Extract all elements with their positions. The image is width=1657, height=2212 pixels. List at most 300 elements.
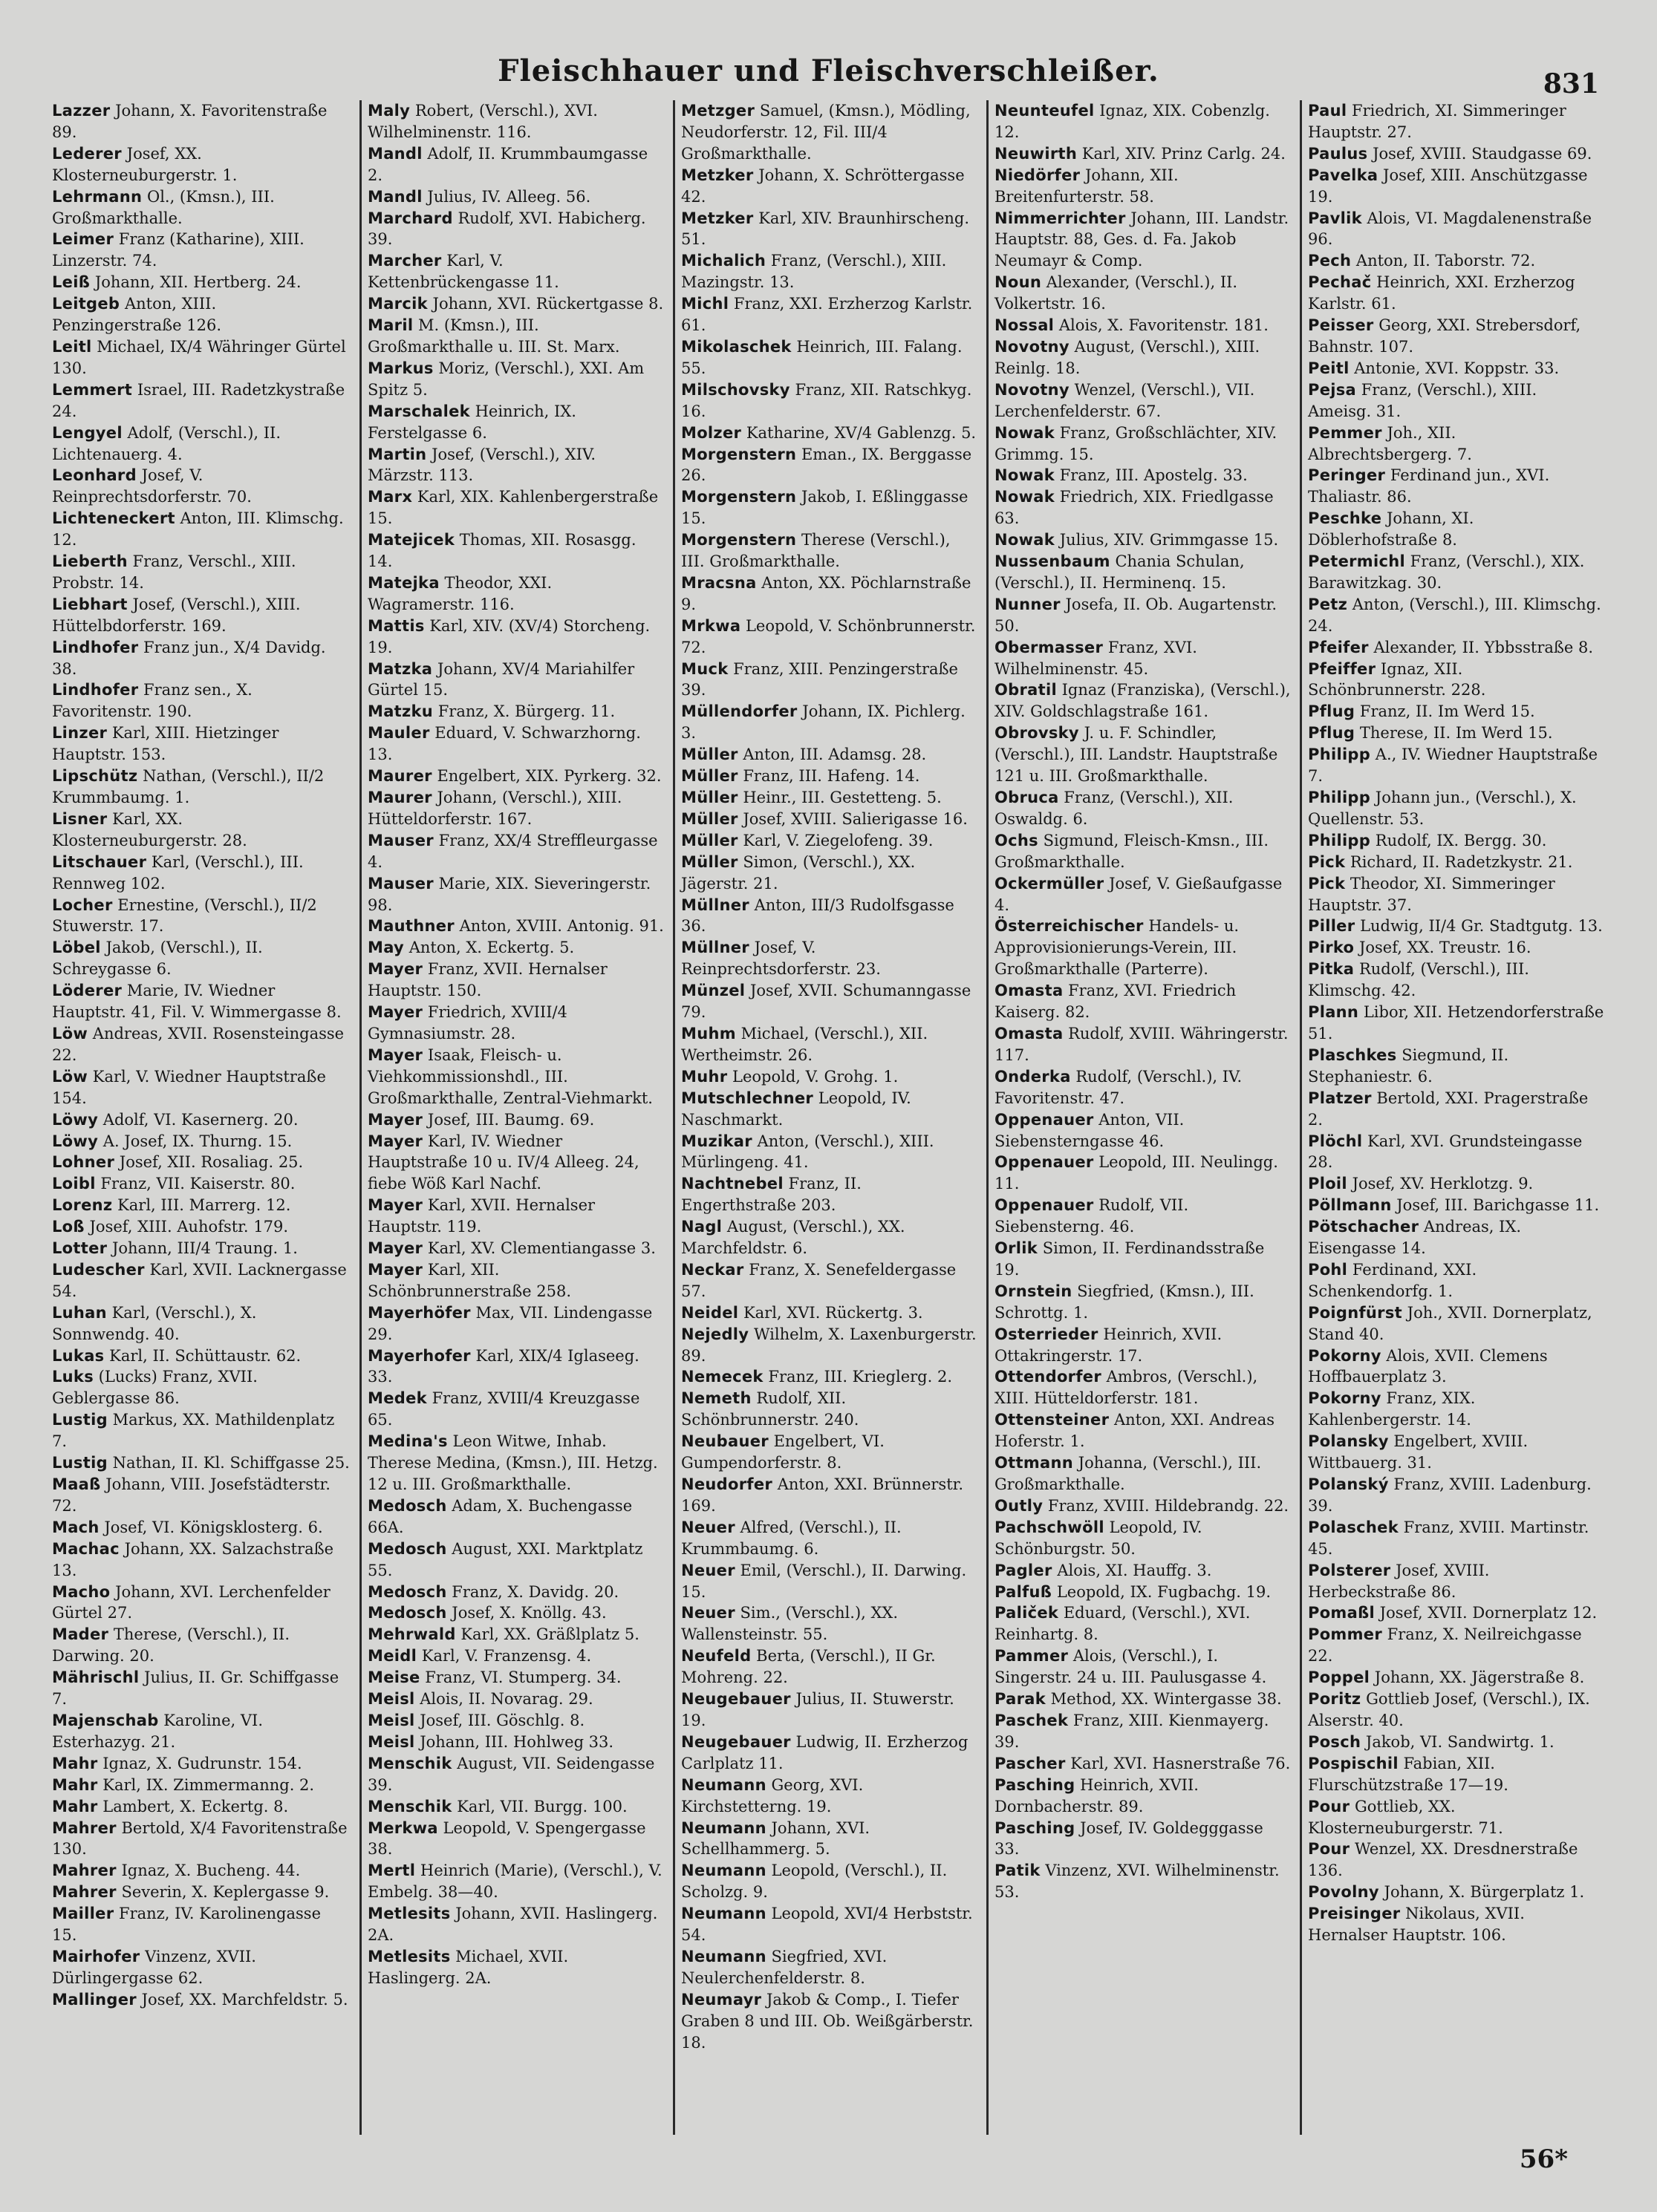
entry-details: Katharine, XV/4 Gablenzg. 5. xyxy=(741,423,977,442)
entry-surname: Liebhart xyxy=(52,595,128,613)
entry-surname: Mertl xyxy=(368,1862,416,1880)
entry-details: Karl, XIX/4 Iglaseeg. 33. xyxy=(368,1346,639,1386)
directory-entry xyxy=(681,852,977,895)
directory-entry xyxy=(368,830,664,873)
entry-details: Johann, III/4 Traung. 1. xyxy=(107,1239,298,1258)
directory-entry xyxy=(994,208,1291,273)
entry-surname: Machac xyxy=(52,1539,120,1558)
entry-surname: Loibl xyxy=(52,1175,96,1193)
entry-surname: Mahr xyxy=(52,1754,98,1772)
directory-entry xyxy=(681,1302,977,1324)
entry-surname: Lehrmann xyxy=(52,187,143,206)
entry-surname: Neudorfer xyxy=(681,1475,773,1493)
entry-details: Andreas, IX. Eisengasse 14. xyxy=(1308,1218,1522,1258)
entry-details: Karl, II. Schüttaustr. 62. xyxy=(104,1346,302,1365)
directory-entry xyxy=(368,1667,664,1689)
entry-details: Franz, (Verschl.), XIII. Mazingstr. 13. xyxy=(681,252,947,292)
directory-entry xyxy=(1308,1431,1604,1474)
entry-surname: Marcik xyxy=(368,295,428,313)
entry-surname: Metlesits xyxy=(368,1947,451,1965)
entry-surname: Philipp xyxy=(1308,746,1371,764)
entry-surname: Matzka xyxy=(368,659,433,678)
entry-surname: Meidl xyxy=(368,1647,417,1665)
entry-details: Michael, IX/4 Währinger Gürtel 130. xyxy=(52,337,346,377)
entry-surname: Leitgeb xyxy=(52,295,120,313)
entry-surname: Mayer xyxy=(368,1196,423,1215)
entry-details: Alfred, (Verschl.), II. Krummbaumg. 6. xyxy=(681,1518,902,1558)
directory-entry xyxy=(368,1495,664,1539)
directory-entry xyxy=(52,1860,351,1882)
entry-surname: Nowak xyxy=(994,488,1055,506)
directory-entry xyxy=(994,315,1291,336)
directory-entry xyxy=(1308,1796,1604,1839)
directory-entry xyxy=(994,1152,1291,1195)
entry-details: Josef, XX. Marchfeldstr. 5. xyxy=(136,1990,348,2009)
entry-surname: Pomaßl xyxy=(1308,1604,1375,1622)
entry-details: Josef, XVII. Schumanngasse 79. xyxy=(681,982,971,1022)
directory-entry xyxy=(681,165,977,208)
entry-surname: Mutschlechner xyxy=(681,1089,814,1107)
entry-surname: Marchard xyxy=(368,209,453,227)
entry-surname: Meise xyxy=(368,1668,420,1687)
entry-surname: Mauthner xyxy=(368,917,455,936)
entry-surname: Merkwa xyxy=(368,1818,438,1837)
entry-surname: Leimer xyxy=(52,230,114,249)
directory-entry xyxy=(1308,1259,1604,1302)
entry-surname: Pasching xyxy=(994,1775,1075,1794)
entry-surname: Parak xyxy=(994,1690,1046,1709)
directory-entry xyxy=(52,1216,351,1238)
entry-surname: Neunteufel xyxy=(994,102,1095,120)
entry-details: August, VII. Seidengasse 39. xyxy=(368,1754,655,1794)
directory-entry xyxy=(52,1131,351,1152)
entry-details: Karl, IV. Wiedner Hauptstraße 10 u. IV/4 Alleeg. 24, fiebe Wöß Karl Nachf. xyxy=(368,1132,639,1193)
entry-surname: Matejicek xyxy=(368,531,455,549)
entry-details: Heinrich, XXI. Erzherzog Karlstr. 61. xyxy=(1308,273,1575,313)
column-1 xyxy=(46,100,359,2135)
entry-surname: Philipp xyxy=(1308,831,1371,849)
entry-surname: Neumann xyxy=(681,1862,766,1880)
directory-entry xyxy=(1308,916,1604,937)
entry-details: Eduard, V. Schwarzhorng. 13. xyxy=(368,724,641,764)
entry-details: Anton, X. Eckertg. 5. xyxy=(404,939,575,957)
directory-entry xyxy=(681,1066,977,1088)
directory-entry xyxy=(52,1302,351,1345)
entry-surname: Marx xyxy=(368,488,413,506)
entry-surname: Maril xyxy=(368,316,414,335)
entry-surname: Neumann xyxy=(681,1947,766,1965)
entry-surname: Matzku xyxy=(368,702,434,721)
entry-details: Franz, XVIII. Hildebrandg. 22. xyxy=(1043,1496,1289,1515)
directory-entry xyxy=(681,809,977,830)
entry-details: Franz, XII. Ratschkyg. 16. xyxy=(681,380,972,420)
directory-entry xyxy=(52,1238,351,1259)
entry-surname: Pavelka xyxy=(1308,166,1378,184)
directory-entry xyxy=(368,1109,664,1131)
entry-details: Karl, (Verschl.), III. Rennweg 102. xyxy=(52,852,304,893)
entry-details: Karl, XVI. Hasnerstraße 76. xyxy=(1065,1754,1291,1772)
entry-details: Ignaz (Franziska), (Verschl.), XIV. Goldschlagstraße 161. xyxy=(994,681,1291,721)
entry-surname: Martin xyxy=(368,445,427,463)
entry-surname: Mallinger xyxy=(52,1990,137,2009)
directory-entry xyxy=(52,1452,351,1474)
directory-entry xyxy=(994,551,1291,594)
entry-details: Leopold, XVI/4 Herbststr. 54. xyxy=(681,1905,973,1945)
entry-details: Johann, III. Hohlweg 33. xyxy=(414,1732,614,1751)
entry-details: Leopold, V. Schönbrunnerstr. 72. xyxy=(681,616,976,656)
directory-entry xyxy=(52,1882,351,1903)
directory-entry xyxy=(681,1131,977,1174)
directory-entry xyxy=(52,766,351,809)
entry-details: Georg, XXI. Strebersdorf, Bahnstr. 107. xyxy=(1308,316,1581,356)
entry-details: Johann, XII. Breitenfurterstr. 58. xyxy=(994,166,1179,206)
entry-details: Georg, XVI. Kirchstetterng. 19. xyxy=(681,1775,864,1815)
entry-details: Karl, XX. Gräßlplatz 5. xyxy=(455,1625,639,1644)
directory-entry xyxy=(1308,1002,1604,1045)
directory-entry xyxy=(368,1539,664,1582)
directory-entry xyxy=(1308,315,1604,358)
directory-entry xyxy=(368,529,664,572)
entry-surname: Pohl xyxy=(1308,1260,1348,1279)
entry-surname: Preisinger xyxy=(1308,1905,1401,1923)
entry-surname: Menschik xyxy=(368,1754,452,1772)
entry-details: Franz, XVI. Friedrich Kaiserg. 82. xyxy=(994,982,1237,1022)
entry-surname: Pflug xyxy=(1308,724,1355,743)
directory-entry xyxy=(1308,250,1604,272)
directory-entry xyxy=(1308,1173,1604,1195)
entry-surname: Mahr xyxy=(52,1797,98,1815)
entry-surname: Obratil xyxy=(994,681,1057,699)
directory-entry xyxy=(52,1753,351,1775)
entry-details: Josef, XX. Treustr. 16. xyxy=(1354,939,1531,957)
directory-entry xyxy=(52,1023,351,1066)
entry-surname: Michl xyxy=(681,295,729,313)
entry-details: Josef, X. Knöllg. 43. xyxy=(446,1604,607,1622)
entry-details: Sigmund, Fleisch-Kmsn., III. Großmarkthalle. xyxy=(994,831,1269,871)
directory-entry xyxy=(994,873,1291,916)
entry-details: Adolf, (Verschl.), II. Lichtenauerg. 4. xyxy=(52,423,281,463)
entry-surname: Metzger xyxy=(681,102,755,120)
entry-surname: Marcher xyxy=(368,252,442,270)
directory-entry xyxy=(1308,1088,1604,1131)
directory-entry xyxy=(52,809,351,852)
entry-surname: Menschik xyxy=(368,1797,452,1815)
entry-details: Franz, XVIII. Ladenburg. 39. xyxy=(1308,1475,1592,1515)
directory-entry xyxy=(681,486,977,529)
entry-details: Franz, (Verschl.), XIX. Barawitzkag. 30. xyxy=(1308,552,1585,592)
entry-surname: Omasta xyxy=(994,982,1064,1000)
directory-entry xyxy=(994,1753,1291,1775)
directory-entry xyxy=(681,1216,977,1259)
entry-details: Franz, VII. Kaiserstr. 80. xyxy=(95,1175,296,1193)
entry-details: Rudolf, (Verschl.), IV. Favoritenstr. 47. xyxy=(994,1067,1243,1107)
directory-entry xyxy=(1308,787,1604,830)
directory-entry xyxy=(52,852,351,895)
entry-details: Friedrich, XVIII/4 Gymnasiumstr. 28. xyxy=(368,1003,567,1043)
directory-entry xyxy=(994,916,1291,980)
entry-details: Anton, III/3 Rudolfsgasse 36. xyxy=(681,895,954,936)
entry-surname: Peschke xyxy=(1308,509,1382,528)
directory-entry xyxy=(52,679,351,722)
directory-entry xyxy=(368,358,664,401)
entry-surname: Lukas xyxy=(52,1346,105,1365)
directory-entry xyxy=(52,143,351,186)
entry-details: Libor, XII. Hetzendorferstraße 51. xyxy=(1308,1003,1604,1043)
entry-details: A. Josef, IX. Thurng. 15. xyxy=(98,1132,293,1150)
entry-surname: Mracsna xyxy=(681,573,757,592)
entry-details: Karl, XIV. (XV/4) Storcheng. 19. xyxy=(368,616,651,656)
directory-entry xyxy=(681,1517,977,1560)
signature-mark: 56* xyxy=(1519,2144,1568,2174)
entry-details: Franz, Großschlächter, XIV. Grimmg. 15. xyxy=(994,423,1277,463)
entry-details: Rudolf, IX. Bergg. 30. xyxy=(1370,831,1547,849)
entry-surname: Niedörfer xyxy=(994,166,1081,184)
entry-surname: Lohner xyxy=(52,1153,115,1172)
entry-surname: Neuwirth xyxy=(994,144,1078,163)
entry-details: Johann, IX. Pichlerg. 3. xyxy=(681,702,966,743)
entry-surname: Mairhofer xyxy=(52,1947,140,1965)
entry-details: Karl, XX. Klosterneuburgerstr. 28. xyxy=(52,809,247,849)
directory-entry xyxy=(368,1946,664,1989)
directory-entry xyxy=(681,1946,977,1989)
directory-entry xyxy=(52,937,351,980)
entry-details: Franz, XVI. Wilhelminenstr. 45. xyxy=(994,638,1197,678)
entry-details: Alois, XVII. Clemens Hoffbauerplatz 3. xyxy=(1308,1346,1548,1386)
entry-surname: Nejedly xyxy=(681,1325,749,1343)
entry-details: Karl, XVII. Hernalser Hauptstr. 119. xyxy=(368,1196,596,1236)
directory-entry xyxy=(681,379,977,423)
directory-entry xyxy=(1308,1753,1604,1796)
entry-details: Bertold, XXI. Pragerstraße 2. xyxy=(1308,1089,1589,1129)
directory-entry xyxy=(994,1238,1291,1281)
entry-details: Leon Witwe, Inhab. Therese Medina, (Kmsn.), III. Hetzg. 12 u. III. Großmarkthalle. xyxy=(368,1432,658,1493)
entry-surname: Ottendorfer xyxy=(994,1368,1101,1386)
entry-surname: Polsterer xyxy=(1308,1561,1391,1579)
entry-details: Josef, III. Barichgasse 11. xyxy=(1391,1196,1600,1215)
entry-surname: Nossal xyxy=(994,316,1055,335)
directory-entry xyxy=(1308,1474,1604,1517)
entry-surname: Marschalek xyxy=(368,402,470,420)
entry-details: Michael, (Verschl.), XII. Wertheimstr. 26. xyxy=(681,1024,928,1064)
entry-surname: Müllner xyxy=(681,895,749,914)
entry-surname: Pfeiffer xyxy=(1308,659,1376,678)
entry-details: Adolf, VI. Kasernerg. 20. xyxy=(98,1110,299,1129)
entry-details: Ferdinand, XXI. Schenkendorfg. 1. xyxy=(1308,1260,1477,1300)
directory-entry xyxy=(1308,508,1604,551)
directory-entry xyxy=(368,444,664,487)
directory-entry xyxy=(52,1903,351,1946)
entry-surname: Nussenbaum xyxy=(994,552,1110,571)
directory-entry xyxy=(1308,1903,1604,1946)
entry-surname: Pejsa xyxy=(1308,380,1357,399)
entry-surname: Oppenauer xyxy=(994,1153,1094,1172)
entry-details: Karl, IX. Zimmermanng. 2. xyxy=(97,1775,315,1794)
entry-surname: Muhr xyxy=(681,1067,728,1086)
entry-details: Antonie, XVI. Koppstr. 33. xyxy=(1349,359,1560,377)
entry-details: Andreas, XVII. Rosensteingasse 22. xyxy=(52,1024,345,1064)
entry-details: Leopold, III. Neulingg. 11. xyxy=(994,1153,1278,1193)
entry-surname: Pour xyxy=(1308,1840,1350,1859)
entry-details: Bertold, X/4 Favoritenstraße 130. xyxy=(52,1818,348,1859)
entry-surname: Linzer xyxy=(52,724,108,743)
entry-details: Franz sen., X. Favoritenstr. 190. xyxy=(52,681,253,721)
directory-entry xyxy=(368,937,664,959)
entry-surname: Patik xyxy=(994,1862,1041,1880)
directory-entry xyxy=(994,1452,1291,1495)
entry-details: Josef, XX. Klosterneuburgerstr. 1. xyxy=(52,144,238,184)
directory-entry xyxy=(681,980,977,1023)
entry-details: Method, XX. Wintergasse 38. xyxy=(1046,1690,1282,1709)
entry-surname: Mayer xyxy=(368,1045,423,1064)
directory-entry xyxy=(52,272,351,293)
entry-details: Franz, (Verschl.), XII. Oswaldg. 6. xyxy=(994,789,1234,828)
entry-details: Alexander, II. Ybbsstraße 8. xyxy=(1368,638,1594,656)
entry-surname: Maurer xyxy=(368,789,432,806)
directory-entry xyxy=(52,100,351,143)
directory-entry xyxy=(994,1366,1291,1409)
entry-details: Josef, XVIII. Staudgasse 69. xyxy=(1367,144,1592,163)
directory-entry xyxy=(681,1431,977,1474)
directory-entry xyxy=(1308,852,1604,873)
entry-surname: Müller xyxy=(681,746,738,764)
entry-details: Siegfried, (Kmsn.), III. Schrottg. 1. xyxy=(994,1282,1254,1322)
entry-surname: Müller xyxy=(681,789,738,806)
entry-details: Johann, XVI. Schellhammerg. 5. xyxy=(681,1818,870,1859)
entry-surname: Meisl xyxy=(368,1711,415,1729)
entry-surname: Löwy xyxy=(52,1132,99,1150)
entry-details: Josef, XIII. Auhofstr. 179. xyxy=(84,1218,289,1236)
entry-details: Severin, X. Keplergasse 9. xyxy=(116,1883,330,1902)
entry-surname: Nimmerrichter xyxy=(994,209,1126,227)
entry-details: Ambros, (Verschl.), XIII. Hütteldorferstr. 181. xyxy=(994,1368,1258,1408)
entry-surname: Lindhofer xyxy=(52,681,139,699)
entry-details: Fabian, XII. Flurschützstraße 17—19. xyxy=(1308,1754,1508,1794)
entry-details: Ludwig, II. Erzherzog Carlplatz 11. xyxy=(681,1732,969,1772)
directory-entry xyxy=(1308,143,1604,165)
entry-details: Josef, XVIII. Salierigasse 16. xyxy=(738,809,968,828)
entry-details: Julius, XIV. Grimmgasse 15. xyxy=(1055,531,1279,549)
entry-surname: Mayer xyxy=(368,1132,423,1150)
directory-entry xyxy=(681,336,977,379)
entry-details: Leopold, IX. Fugbachg. 19. xyxy=(1052,1582,1272,1601)
entry-surname: Polansky xyxy=(1308,1432,1389,1451)
entry-details: Anton, XIII. Penzingerstraße 126. xyxy=(52,295,222,335)
entry-details: Josef, III. Baumg. 69. xyxy=(423,1110,595,1129)
entry-details: Jakob, (Verschl.), II. Schreygasse 6. xyxy=(52,939,263,979)
page-title: Fleischhauer und Fleischverschleißer. xyxy=(498,53,1159,88)
directory-entry xyxy=(1308,1602,1604,1624)
entry-details: Johann, XI. Döblerhofstraße 8. xyxy=(1308,509,1474,549)
entry-surname: Obermasser xyxy=(994,638,1104,656)
column-5 xyxy=(1300,100,1613,2135)
entry-details: Karl, V. Ziegelofeng. 39. xyxy=(738,831,934,849)
entry-surname: Poritz xyxy=(1308,1690,1361,1709)
entry-details: Josef, XVIII. Herbeckstraße 86. xyxy=(1308,1561,1490,1601)
directory-entry xyxy=(368,1345,664,1389)
entry-surname: Neufeld xyxy=(681,1647,752,1665)
directory-entry xyxy=(52,594,351,637)
directory-entry xyxy=(994,830,1291,873)
entry-details: Isaak, Fleisch- u. Viehkommissionshdl., III. Großmarkthalle, Zentral-Viehmarkt. xyxy=(368,1045,653,1107)
entry-details: Franz, XIII. Kienmayerg. 39. xyxy=(994,1711,1269,1751)
entry-details: Ignaz, XIX. Cobenzlg. 12. xyxy=(994,102,1270,141)
entry-details: Ignaz, X. Bucheng. 44. xyxy=(116,1862,301,1880)
directory-entry xyxy=(1308,1345,1604,1389)
directory-entry xyxy=(52,186,351,229)
entry-details: Therese, (Verschl.), II. Darwing. 20. xyxy=(52,1625,290,1665)
directory-entry xyxy=(681,830,977,852)
directory-entry xyxy=(994,143,1291,165)
entry-surname: Noun xyxy=(994,273,1042,292)
directory-entry xyxy=(368,100,664,143)
entry-surname: Pfeifer xyxy=(1308,638,1369,656)
directory-entry xyxy=(52,1667,351,1710)
entry-details: Karl, (Verschl.), X. Sonnwendg. 40. xyxy=(52,1303,257,1343)
entry-surname: Müller xyxy=(681,831,738,849)
entry-surname: Leiß xyxy=(52,273,91,292)
entry-surname: Muhm xyxy=(681,1024,736,1043)
directory-entry xyxy=(52,1946,351,1989)
entry-details: Rudolf, XVIII. Währingerstr. 117. xyxy=(994,1024,1289,1064)
entry-surname: Michalich xyxy=(681,252,766,270)
entry-details: Franz, Verschl., XIII. Probstr. 14. xyxy=(52,552,296,592)
entry-surname: Mauser xyxy=(368,874,434,893)
entry-details: Franz (Katharine), XIII. Linzerstr. 74. xyxy=(52,230,305,270)
directory-entry xyxy=(681,1645,977,1689)
entry-details: Lambert, X. Eckertg. 8. xyxy=(97,1797,289,1815)
entry-surname: Pitka xyxy=(1308,960,1355,979)
directory-entry xyxy=(368,250,664,293)
entry-details: Siegfried, XVI. Neulerchenfelderstr. 8. xyxy=(681,1947,888,1987)
entry-surname: Pavlik xyxy=(1308,209,1362,227)
directory-entry xyxy=(681,423,977,444)
entry-details: Franz, III. Krieglerg. 2. xyxy=(763,1368,953,1386)
entry-details: Johann jun., (Verschl.), X. Quellenstr. 53. xyxy=(1308,789,1577,828)
entry-surname: Peringer xyxy=(1308,466,1386,485)
entry-details: Karl, III. Marrerg. 12. xyxy=(112,1196,291,1215)
entry-details: Ignaz, XII. Schönbrunnerstr. 228. xyxy=(1308,659,1486,699)
entry-surname: Ottmann xyxy=(994,1454,1073,1472)
entry-details: Moriz, (Verschl.), XXI. Am Spitz 5. xyxy=(368,359,645,399)
entry-details: August, XXI. Marktplatz 55. xyxy=(368,1539,643,1579)
entry-surname: Ornstein xyxy=(994,1282,1072,1300)
directory-entry xyxy=(994,787,1291,830)
entry-surname: Morgenstern xyxy=(681,488,797,506)
entry-surname: Mayer xyxy=(368,1003,423,1022)
directory-entry xyxy=(681,1366,977,1388)
entry-surname: Locher xyxy=(52,895,113,914)
directory-entry xyxy=(681,293,977,336)
entry-surname: Medosch xyxy=(368,1539,447,1558)
entry-surname: Mader xyxy=(52,1625,109,1644)
entry-details: Karl, XIX. Kahlenbergerstraße 15. xyxy=(368,488,659,528)
directory-entry xyxy=(681,1602,977,1645)
entry-surname: Plann xyxy=(1308,1003,1359,1022)
directory-entry xyxy=(681,1474,977,1517)
directory-entry xyxy=(52,1818,351,1861)
directory-entry xyxy=(1308,1624,1604,1667)
entry-details: Therese (Verschl.), III. Großmarkthalle. xyxy=(681,531,951,571)
entry-surname: Mach xyxy=(52,1518,100,1536)
directory-entry xyxy=(368,1045,664,1109)
entry-surname: Österreichischer xyxy=(994,917,1144,936)
entry-details: Josef, XV. Herklotzg. 9. xyxy=(1347,1175,1534,1193)
entry-details: Alois, (Verschl.), I. Singerstr. 24 u. III. Paulusgasse 4. xyxy=(994,1647,1267,1687)
entry-surname: Löwy xyxy=(52,1110,99,1129)
directory-entry xyxy=(681,787,977,809)
entry-surname: Philipp xyxy=(1308,789,1371,806)
entry-details: Leopold, V. Grohg. 1. xyxy=(727,1067,899,1086)
